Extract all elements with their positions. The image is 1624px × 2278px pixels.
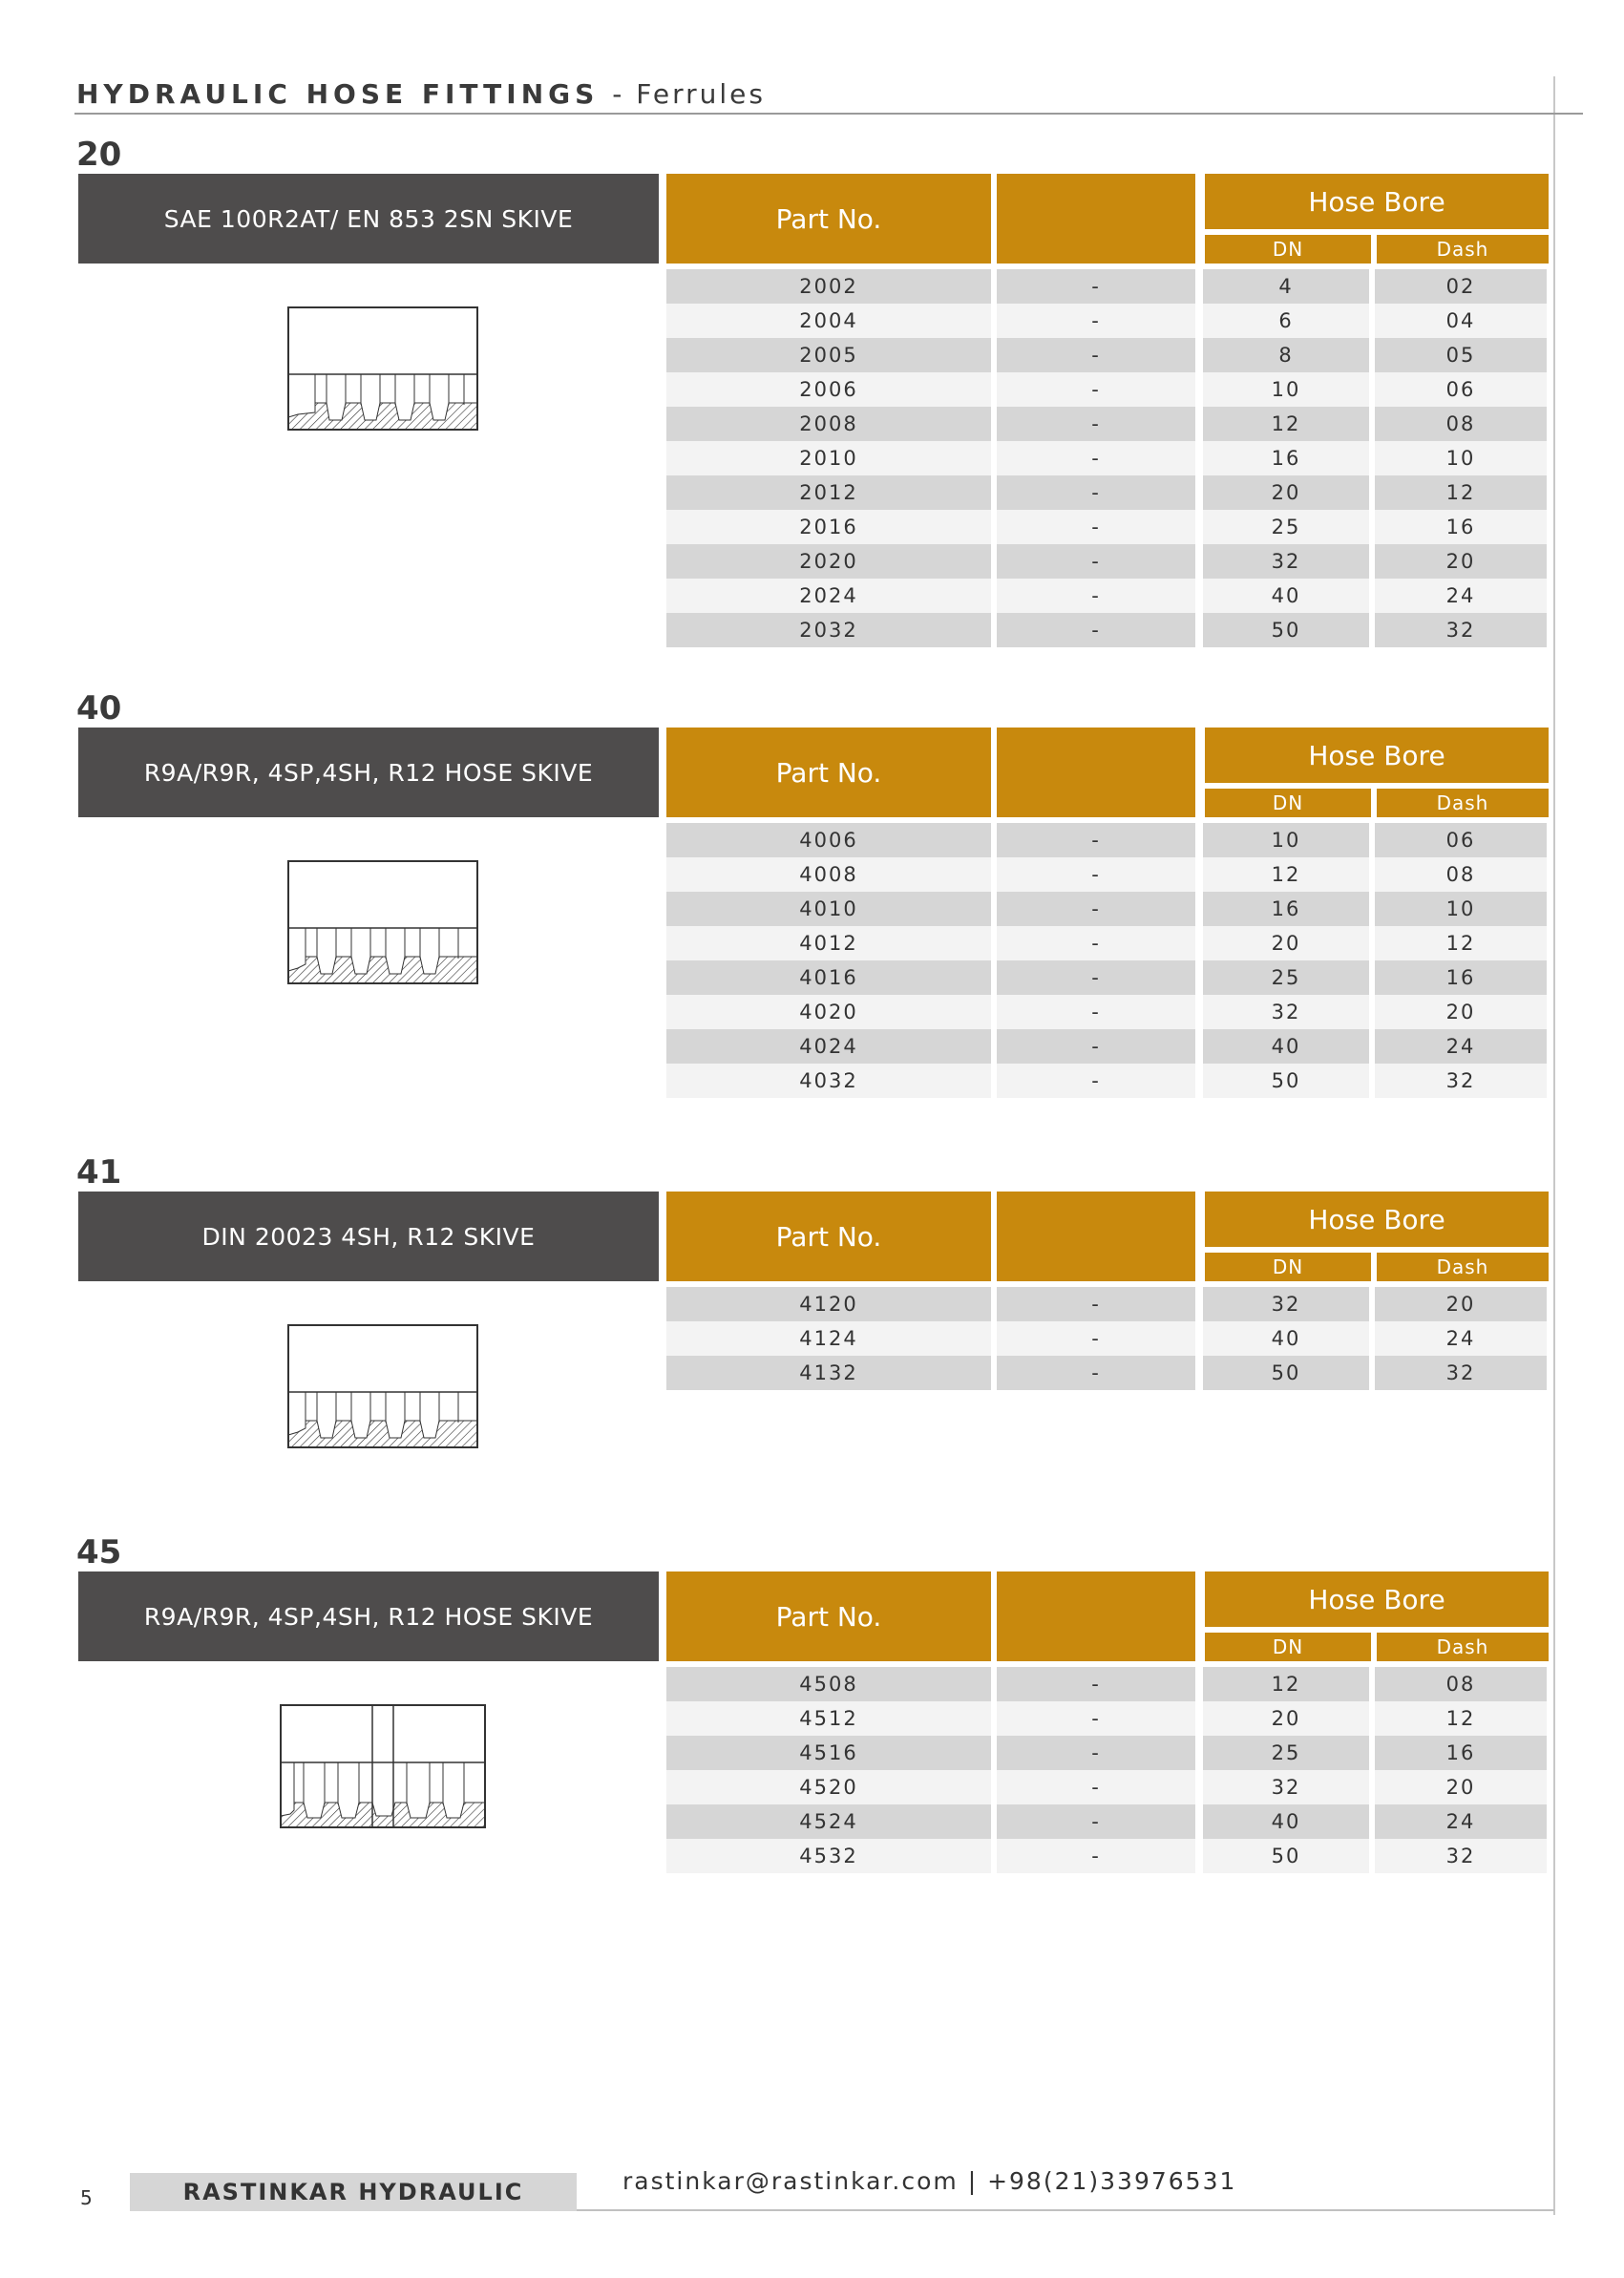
part-no-cell: 2002 xyxy=(666,269,991,304)
dn-cell: 40 xyxy=(1203,1029,1369,1064)
table-row xyxy=(666,338,1549,372)
contact-info: rastinkar@rastinkar.com | +98(21)33976531 xyxy=(622,2167,1237,2195)
parts-table-body xyxy=(666,1667,1549,1873)
table-row xyxy=(666,1736,1549,1770)
dn-cell: 20 xyxy=(1203,1701,1369,1736)
section-description: R9A/R9R, 4SP,4SH, R12 HOSE SKIVE xyxy=(78,728,659,817)
dn-cell: 12 xyxy=(1203,857,1369,892)
dn-cell: 32 xyxy=(1203,995,1369,1029)
dn-cell: 6 xyxy=(1203,304,1369,338)
dash-cell: 10 xyxy=(1375,892,1547,926)
parts-table-body xyxy=(666,1287,1549,1390)
table-row xyxy=(666,1321,1549,1356)
dn-cell: 50 xyxy=(1203,613,1369,647)
hose-bore-header: Hose Bore xyxy=(1205,1571,1549,1627)
part-no-cell: 2020 xyxy=(666,544,991,579)
dn-header: DN xyxy=(1205,1633,1371,1661)
dash-cell: 24 xyxy=(1375,1321,1547,1356)
blank-cell: - xyxy=(997,441,1195,475)
section-number: 40 xyxy=(76,689,122,728)
dn-cell: 4 xyxy=(1203,269,1369,304)
table-row xyxy=(666,823,1549,857)
part-no-cell: 2012 xyxy=(666,475,991,510)
footer-rule xyxy=(577,2209,1554,2211)
dn-cell: 25 xyxy=(1203,510,1369,544)
dash-cell: 16 xyxy=(1375,510,1547,544)
table-row xyxy=(666,304,1549,338)
dash-cell: 02 xyxy=(1375,269,1547,304)
dn-cell: 8 xyxy=(1203,338,1369,372)
part-no-cell: 4520 xyxy=(666,1770,991,1804)
dn-cell: 50 xyxy=(1203,1356,1369,1390)
table-row xyxy=(666,892,1549,926)
table-row xyxy=(666,613,1549,647)
part-no-cell: 2024 xyxy=(666,579,991,613)
table-row xyxy=(666,1029,1549,1064)
dash-cell: 04 xyxy=(1375,304,1547,338)
part-no-cell: 2004 xyxy=(666,304,991,338)
table-row xyxy=(666,1667,1549,1701)
table-row xyxy=(666,510,1549,544)
ferrule-drawing xyxy=(273,1696,493,1839)
table-row xyxy=(666,1064,1549,1098)
table-row xyxy=(666,960,1549,995)
part-no-cell: 2010 xyxy=(666,441,991,475)
blank-cell: - xyxy=(997,269,1195,304)
blank-header xyxy=(997,1192,1195,1281)
blank-cell: - xyxy=(997,1029,1195,1064)
dn-header: DN xyxy=(1205,789,1371,817)
table-row xyxy=(666,475,1549,510)
table-row xyxy=(666,544,1549,579)
table-row xyxy=(666,857,1549,892)
part-no-header: Part No. xyxy=(666,728,991,817)
blank-cell: - xyxy=(997,995,1195,1029)
section-description: R9A/R9R, 4SP,4SH, R12 HOSE SKIVE xyxy=(78,1571,659,1661)
table-row xyxy=(666,407,1549,441)
blank-cell: - xyxy=(997,892,1195,926)
blank-cell: - xyxy=(997,926,1195,960)
page-title: HYDRAULIC HOSE FITTINGS xyxy=(76,78,600,110)
dn-cell: 32 xyxy=(1203,544,1369,579)
ferrule-drawing xyxy=(277,852,487,995)
dash-cell: 12 xyxy=(1375,1701,1547,1736)
section-number: 45 xyxy=(76,1533,122,1571)
dash-cell: 32 xyxy=(1375,1064,1547,1098)
dn-cell: 20 xyxy=(1203,926,1369,960)
part-no-cell: 2008 xyxy=(666,407,991,441)
table-row xyxy=(666,441,1549,475)
part-no-header: Part No. xyxy=(666,174,991,264)
dash-cell: 32 xyxy=(1375,613,1547,647)
dash-cell: 10 xyxy=(1375,441,1547,475)
part-no-cell: 2016 xyxy=(666,510,991,544)
dn-cell: 32 xyxy=(1203,1770,1369,1804)
dn-cell: 40 xyxy=(1203,1804,1369,1839)
dn-cell: 25 xyxy=(1203,960,1369,995)
blank-cell: - xyxy=(997,1287,1195,1321)
blank-cell: - xyxy=(997,1839,1195,1873)
table-row xyxy=(666,1804,1549,1839)
dash-cell: 32 xyxy=(1375,1356,1547,1390)
dash-header: Dash xyxy=(1377,789,1549,817)
dash-cell: 05 xyxy=(1375,338,1547,372)
dash-cell: 20 xyxy=(1375,1287,1547,1321)
hose-bore-header: Hose Bore xyxy=(1205,174,1549,229)
dn-cell: 16 xyxy=(1203,892,1369,926)
dash-header: Dash xyxy=(1377,1253,1549,1281)
page-header xyxy=(76,78,766,110)
blank-cell: - xyxy=(997,510,1195,544)
dash-header: Dash xyxy=(1377,1633,1549,1661)
blank-cell: - xyxy=(997,1804,1195,1839)
dash-cell: 16 xyxy=(1375,960,1547,995)
blank-cell: - xyxy=(997,1770,1195,1804)
section-description: SAE 100R2AT/ EN 853 2SN SKIVE xyxy=(78,174,659,264)
dn-header: DN xyxy=(1205,1253,1371,1281)
section-number: 20 xyxy=(76,136,122,174)
blank-cell: - xyxy=(997,544,1195,579)
dash-cell: 24 xyxy=(1375,1029,1547,1064)
dash-cell: 32 xyxy=(1375,1839,1547,1873)
blank-cell: - xyxy=(997,857,1195,892)
section-description: DIN 20023 4SH, R12 SKIVE xyxy=(78,1192,659,1281)
part-no-cell: 4512 xyxy=(666,1701,991,1736)
blank-header xyxy=(997,1571,1195,1661)
table-row xyxy=(666,1839,1549,1873)
dn-cell: 10 xyxy=(1203,823,1369,857)
dn-cell: 32 xyxy=(1203,1287,1369,1321)
part-no-header: Part No. xyxy=(666,1571,991,1661)
hose-bore-header: Hose Bore xyxy=(1205,1192,1549,1247)
part-no-cell: 4008 xyxy=(666,857,991,892)
table-row xyxy=(666,926,1549,960)
dash-cell: 12 xyxy=(1375,475,1547,510)
table-row xyxy=(666,269,1549,304)
dash-cell: 20 xyxy=(1375,995,1547,1029)
part-no-cell: 4132 xyxy=(666,1356,991,1390)
blank-cell: - xyxy=(997,823,1195,857)
part-no-header: Part No. xyxy=(666,1192,991,1281)
blank-header xyxy=(997,728,1195,817)
blank-cell: - xyxy=(997,579,1195,613)
blank-cell: - xyxy=(997,407,1195,441)
part-no-cell: 4012 xyxy=(666,926,991,960)
dash-header: Dash xyxy=(1377,235,1549,264)
dash-cell: 12 xyxy=(1375,926,1547,960)
part-no-cell: 4516 xyxy=(666,1736,991,1770)
part-no-cell: 2032 xyxy=(666,613,991,647)
blank-header xyxy=(997,174,1195,264)
dn-cell: 25 xyxy=(1203,1736,1369,1770)
dn-cell: 12 xyxy=(1203,407,1369,441)
dash-cell: 20 xyxy=(1375,544,1547,579)
header-rule xyxy=(74,113,1583,115)
part-no-cell: 4508 xyxy=(666,1667,991,1701)
parts-table-body xyxy=(666,269,1549,647)
dn-header: DN xyxy=(1205,235,1371,264)
dn-cell: 20 xyxy=(1203,475,1369,510)
blank-cell: - xyxy=(997,960,1195,995)
part-no-cell: 4016 xyxy=(666,960,991,995)
part-no-cell: 4524 xyxy=(666,1804,991,1839)
blank-cell: - xyxy=(997,304,1195,338)
part-no-cell: 4020 xyxy=(666,995,991,1029)
dn-cell: 50 xyxy=(1203,1839,1369,1873)
table-row xyxy=(666,1287,1549,1321)
hose-bore-header: Hose Bore xyxy=(1205,728,1549,783)
dash-cell: 24 xyxy=(1375,579,1547,613)
part-no-cell: 2006 xyxy=(666,372,991,407)
dash-cell: 20 xyxy=(1375,1770,1547,1804)
blank-cell: - xyxy=(997,613,1195,647)
blank-cell: - xyxy=(997,1736,1195,1770)
part-no-cell: 4032 xyxy=(666,1064,991,1098)
blank-cell: - xyxy=(997,1321,1195,1356)
part-no-cell: 4532 xyxy=(666,1839,991,1873)
dash-cell: 16 xyxy=(1375,1736,1547,1770)
dn-cell: 16 xyxy=(1203,441,1369,475)
blank-cell: - xyxy=(997,1064,1195,1098)
dash-cell: 06 xyxy=(1375,372,1547,407)
blank-cell: - xyxy=(997,338,1195,372)
ferrule-drawing xyxy=(277,298,487,441)
part-no-cell: 4006 xyxy=(666,823,991,857)
part-no-cell: 4024 xyxy=(666,1029,991,1064)
part-no-cell: 4124 xyxy=(666,1321,991,1356)
company-name: RASTINKAR HYDRAULIC xyxy=(130,2173,577,2211)
page-margin-line xyxy=(1553,76,1555,2215)
table-row xyxy=(666,579,1549,613)
section-number: 41 xyxy=(76,1153,122,1192)
dn-cell: 40 xyxy=(1203,579,1369,613)
dn-cell: 40 xyxy=(1203,1321,1369,1356)
dn-cell: 12 xyxy=(1203,1667,1369,1701)
blank-cell: - xyxy=(997,475,1195,510)
dash-cell: 08 xyxy=(1375,857,1547,892)
part-no-cell: 4120 xyxy=(666,1287,991,1321)
blank-cell: - xyxy=(997,1356,1195,1390)
dash-cell: 08 xyxy=(1375,1667,1547,1701)
blank-cell: - xyxy=(997,1667,1195,1701)
dash-cell: 06 xyxy=(1375,823,1547,857)
part-no-cell: 4010 xyxy=(666,892,991,926)
parts-table-body xyxy=(666,823,1549,1098)
dn-cell: 10 xyxy=(1203,372,1369,407)
table-row xyxy=(666,372,1549,407)
dash-cell: 24 xyxy=(1375,1804,1547,1839)
page-number: 5 xyxy=(80,2186,93,2209)
dn-cell: 50 xyxy=(1203,1064,1369,1098)
table-row xyxy=(666,1356,1549,1390)
dash-cell: 08 xyxy=(1375,407,1547,441)
page-subtitle: - Ferrules xyxy=(612,78,766,110)
table-row xyxy=(666,995,1549,1029)
blank-cell: - xyxy=(997,1701,1195,1736)
ferrule-drawing xyxy=(277,1316,487,1459)
table-row xyxy=(666,1701,1549,1736)
blank-cell: - xyxy=(997,372,1195,407)
table-row xyxy=(666,1770,1549,1804)
part-no-cell: 2005 xyxy=(666,338,991,372)
